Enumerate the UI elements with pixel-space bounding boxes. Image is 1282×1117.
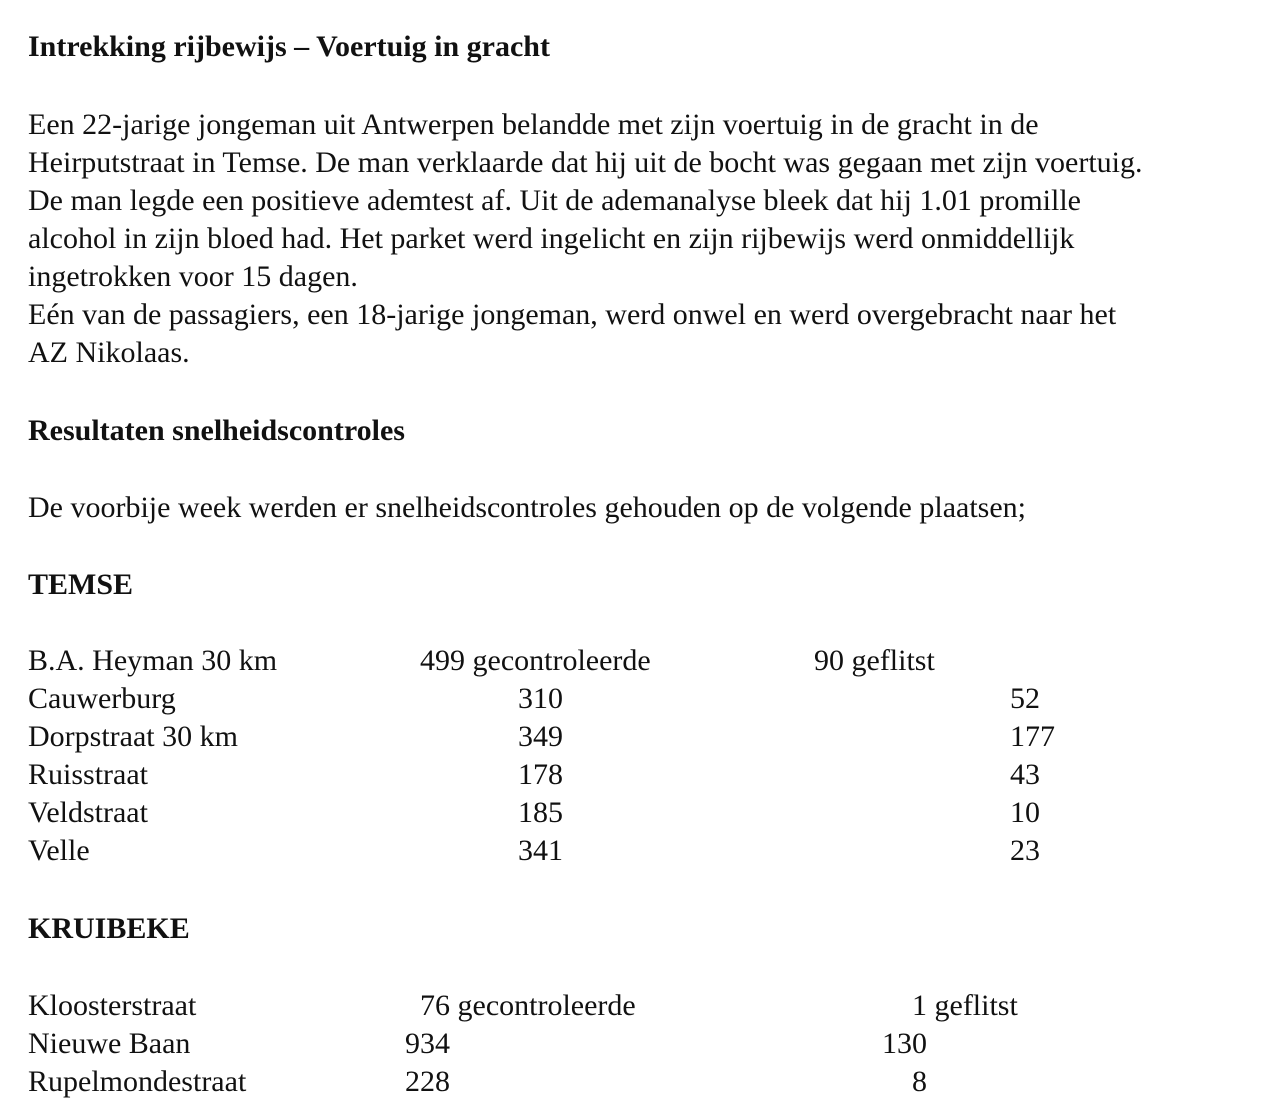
location-cell: Rupelmondestraat (28, 1065, 247, 1098)
flashed-cell: 177 (1010, 720, 1055, 753)
flashed-cell: 130 (882, 1027, 927, 1060)
location-cell: Velle (28, 834, 90, 867)
flashed-cell: 10 (1010, 796, 1040, 829)
location-cell: Veldstraat (28, 796, 148, 829)
controlled-cell: 934 (405, 1027, 450, 1060)
flashed-cell: 90 geflitst (814, 644, 935, 677)
location-cell: Dorpstraat 30 km (28, 720, 238, 753)
article-text-line: Eén van de passagiers, een 18-jarige jongeman, werd onwel en werd overgebracht naar het (28, 298, 1117, 331)
article-heading-intrekking: Intrekking rijbewijs – Voertuig in gracht (28, 30, 550, 63)
article-text-line: alcohol in zijn bloed had. Het parket werd ingelicht en zijn rijbewijs werd onmiddellijk (28, 222, 1075, 255)
section-heading-temse: TEMSE (28, 568, 134, 601)
article-intro: De voorbije week werden er snelheidscontroles gehouden op de volgende plaatsen; (28, 491, 1026, 524)
controlled-cell: 499 gecontroleerde (420, 644, 651, 677)
article-text-line: De man legde een positieve ademtest af. Uit de ademanalyse bleek dat hij 1.01 promille (28, 184, 1081, 217)
article-text-line: ingetrokken voor 15 dagen. (28, 260, 358, 293)
flashed-cell: 1 geflitst (912, 989, 1018, 1022)
article-heading-snelheidscontroles: Resultaten snelheidscontroles (28, 414, 405, 447)
flashed-cell: 8 (912, 1065, 927, 1098)
location-cell: B.A. Heyman 30 km (28, 644, 278, 677)
location-cell: Nieuwe Baan (28, 1027, 191, 1060)
article-text-line: Een 22-jarige jongeman uit Antwerpen belandde met zijn voertuig in de gracht in de (28, 108, 1039, 141)
controlled-cell: 185 (518, 796, 563, 829)
controlled-cell: 310 (518, 682, 563, 715)
location-cell: Kloosterstraat (28, 989, 197, 1022)
controlled-cell: 76 gecontroleerde (420, 989, 636, 1022)
location-cell: Cauwerburg (28, 682, 176, 715)
article-text-line: Heirputstraat in Temse. De man verklaarde dat hij uit de bocht was gegaan met zijn voertuig. (28, 146, 1143, 179)
flashed-cell: 52 (1010, 682, 1040, 715)
flashed-cell: 23 (1010, 834, 1040, 867)
controlled-cell: 178 (518, 758, 563, 791)
controlled-cell: 341 (518, 834, 563, 867)
controlled-cell: 228 (405, 1065, 450, 1098)
controlled-cell: 349 (518, 720, 563, 753)
flashed-cell: 43 (1010, 758, 1040, 791)
section-heading-kruibeke: KRUIBEKE (28, 912, 190, 945)
article-text-line: AZ Nikolaas. (28, 336, 190, 369)
location-cell: Ruisstraat (28, 758, 148, 791)
